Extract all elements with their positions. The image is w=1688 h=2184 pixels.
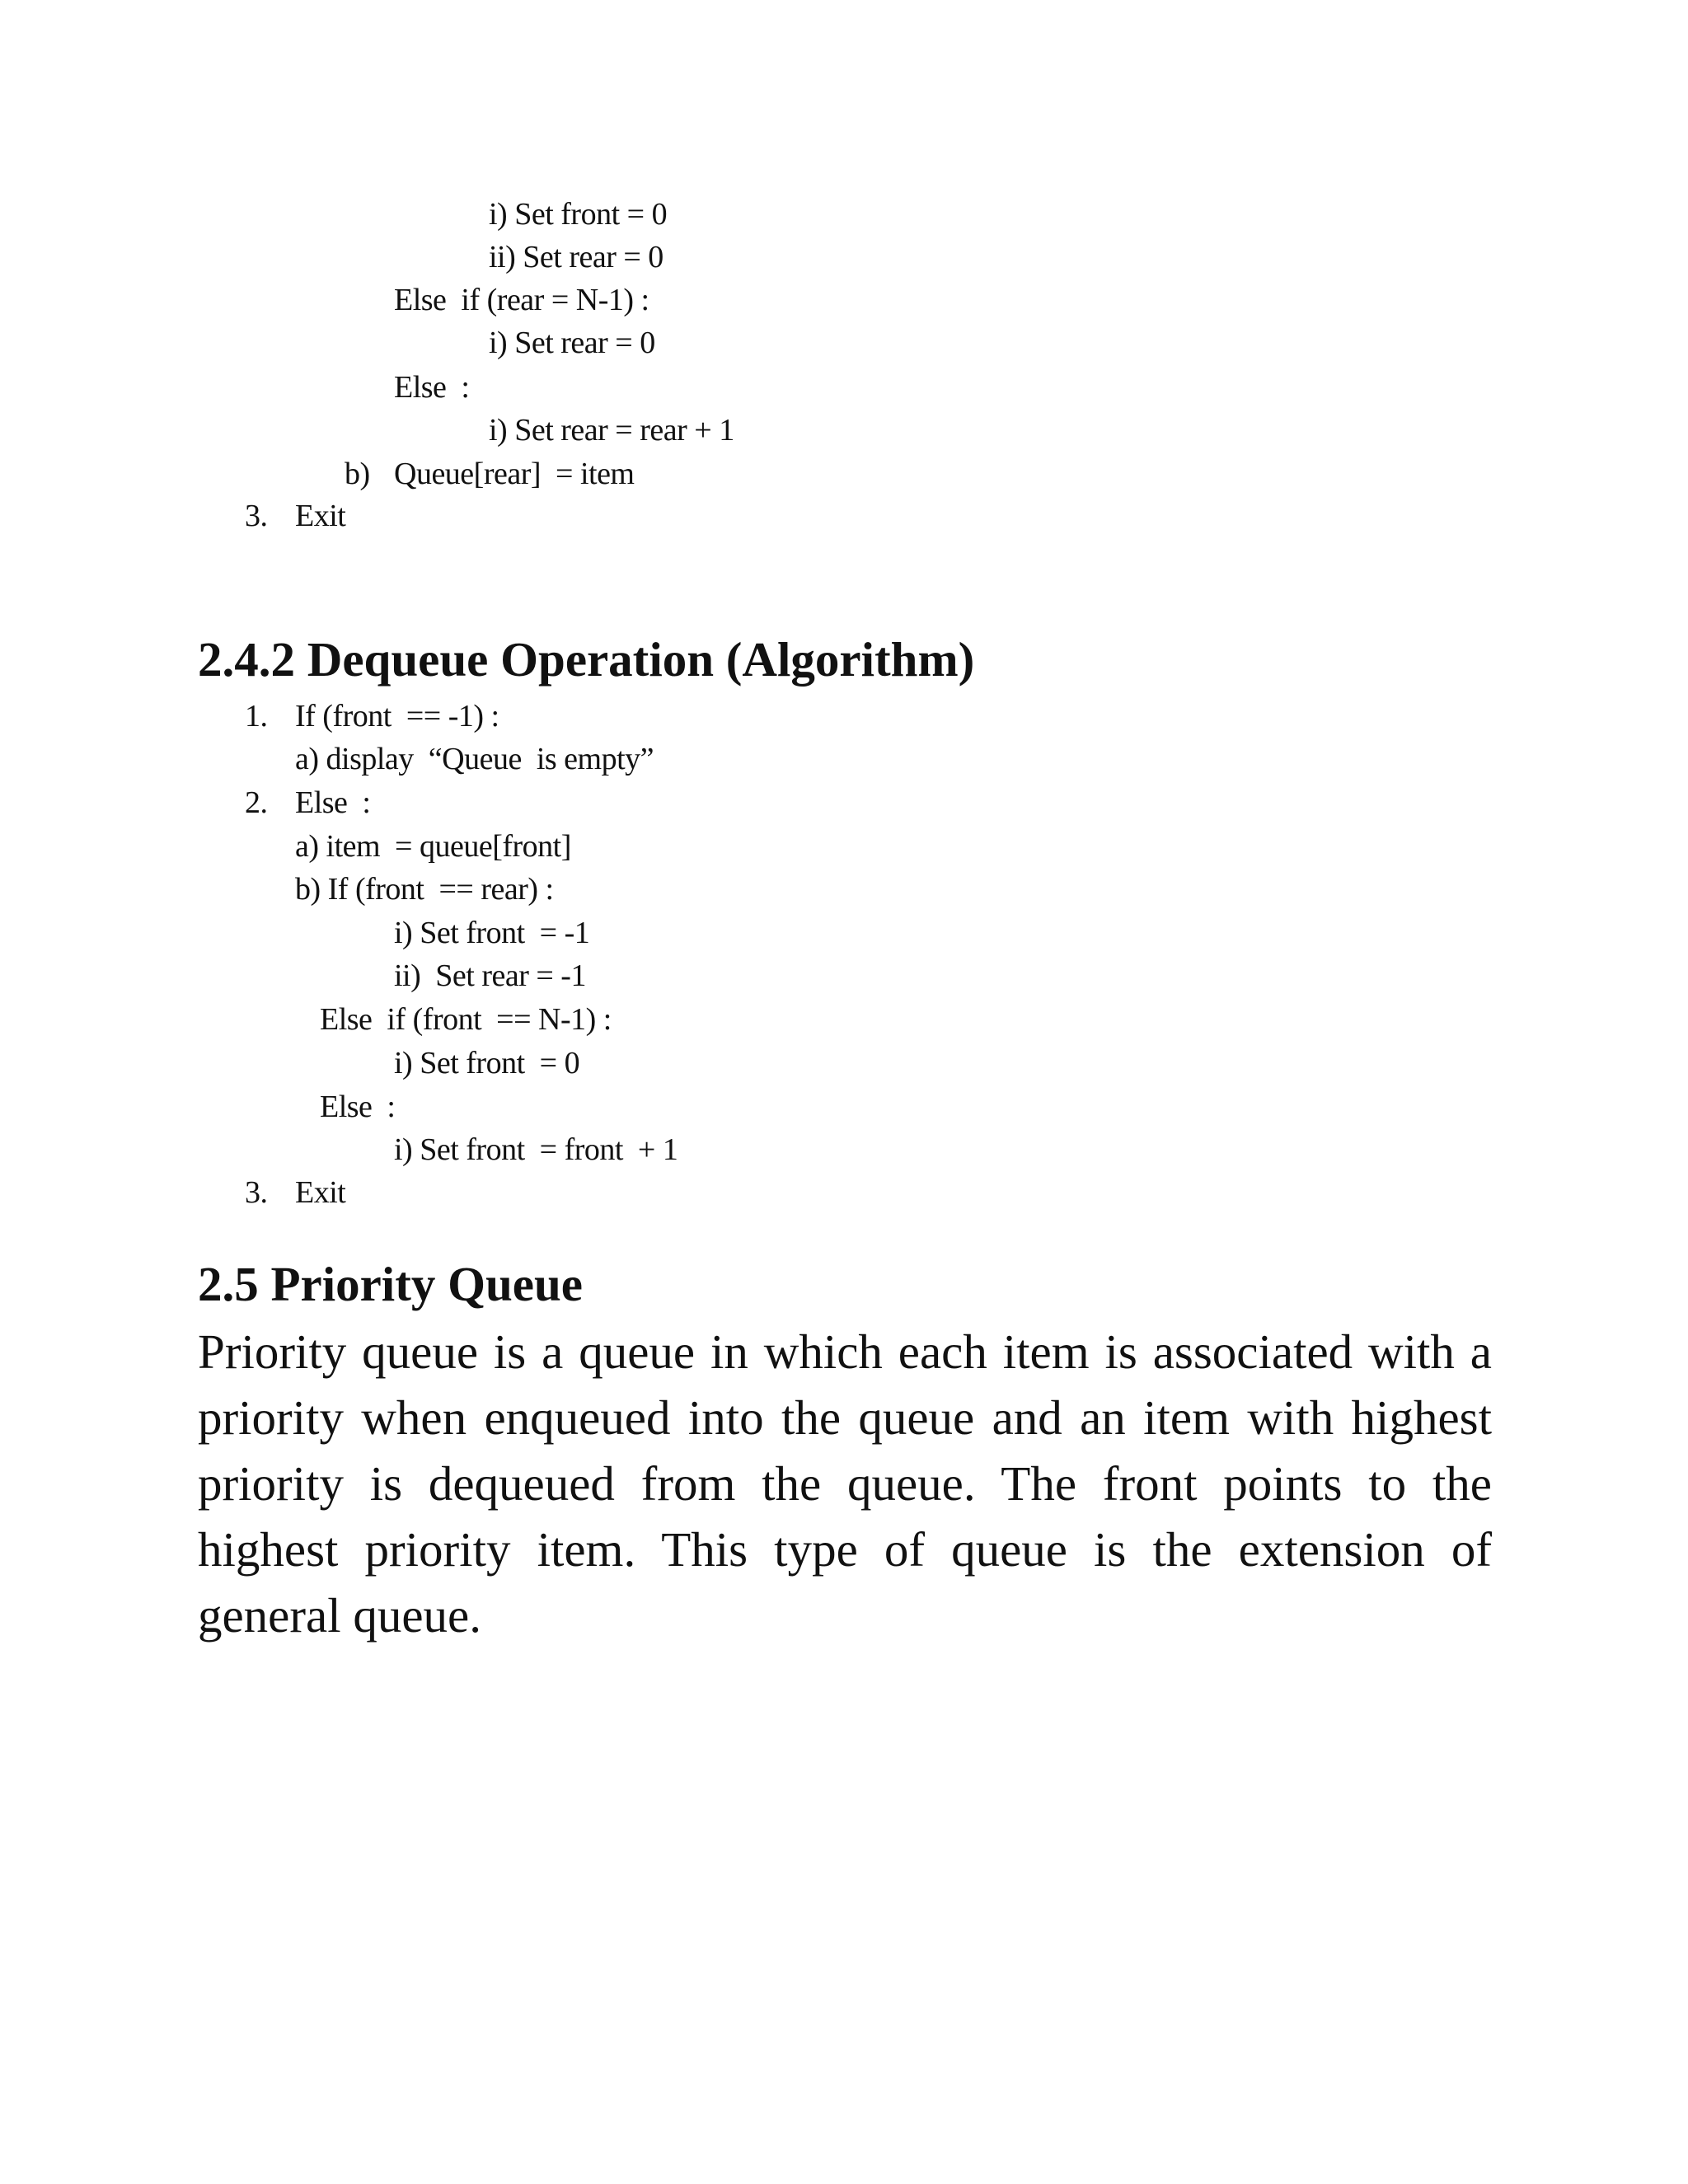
dequeue-heading: 2.4.2 Dequeue Operation (Algorithm) <box>198 632 975 687</box>
enqueue-step-set-rear: ii) Set rear = 0 <box>489 240 663 274</box>
dequeue-if-empty: If (front == -1) : <box>295 699 499 733</box>
enqueue-exit: Exit <box>295 499 346 533</box>
dequeue-exit: Exit <box>295 1175 346 1210</box>
dequeue-else-2: Else : <box>320 1090 396 1124</box>
priority-queue-paragraph: Priority queue is a queue in which each item is associated with a priority when enqueued into the queue and an item with highest priority is dequeued from the queue. The front points to the highest priority item. This type of queue is the extension of general queue. <box>198 1324 1492 1643</box>
enqueue-step-set-front: i) Set front = 0 <box>489 197 668 232</box>
dequeue-step-number-1: 1. <box>245 699 268 733</box>
dequeue-else: Else : <box>295 785 371 820</box>
dequeue-if-single: b) If (front == rear) : <box>295 872 554 907</box>
dequeue-else-if-wrap: Else if (front == N-1) : <box>320 1002 612 1037</box>
dequeue-display-empty: a) display “Queue is empty” <box>295 742 654 776</box>
enqueue-step-number: 3. <box>245 499 268 533</box>
dequeue-step-number-3: 3. <box>245 1175 268 1210</box>
dequeue-step-number-2: 2. <box>245 785 268 820</box>
enqueue-step-reset-rear: i) Set rear = 0 <box>489 326 655 360</box>
dequeue-increment-front: i) Set front = front + 1 <box>394 1132 678 1167</box>
enqueue-step-increment-rear: i) Set rear = rear + 1 <box>489 413 734 448</box>
dequeue-set-front-zero: i) Set front = 0 <box>394 1046 580 1080</box>
dequeue-set-front-empty: i) Set front = -1 <box>394 916 590 950</box>
enqueue-assign-item: Queue[rear] = item <box>394 457 635 491</box>
enqueue-else: Else : <box>394 370 470 405</box>
dequeue-assign-item: a) item = queue[front] <box>295 829 571 864</box>
enqueue-else-if: Else if (rear = N-1) : <box>394 283 649 317</box>
priority-queue-heading: 2.5 Priority Queue <box>198 1257 583 1311</box>
dequeue-set-rear-empty: ii) Set rear = -1 <box>394 958 586 993</box>
enqueue-substep-marker: b) <box>345 457 370 491</box>
